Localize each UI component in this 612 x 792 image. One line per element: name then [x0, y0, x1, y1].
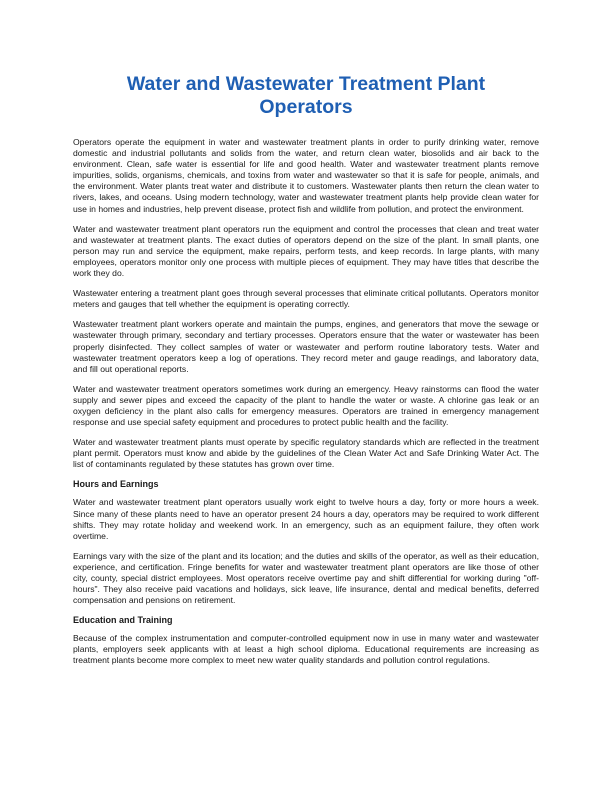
paragraph-regulations: Water and wastewater treatment plants must operate by specific regulatory standards which are reflected in the treatment plant permit. Operators must know and abide by the guidelines of the Clean Water Act and Safe Drinking Water Act. The list of contaminants regulated by these statutes has grown over time. [73, 437, 539, 470]
paragraph-intro: Operators operate the equipment in water and wastewater treatment plants in order to purify drinking water, remove domestic and industrial pollutants and solids from the water, and return clean water, biosolids and air back to the environment. Clean, safe water is essential for life and good health. Water and wastewater treatment plants remove impurities, solids, organisms, chemicals, and toxins from water and wastewater so that it is safe for people, animals, and the environment. Water plants treat water and distribute it to customers. Wastewater plants then return the clean water to rivers, lakes, and oceans. Using modern technology, water and wastewater treatment plants help provide clean water for use in homes and industries, help prevent disease, protect fish and wildlife from pollution, and protect the environment. [73, 137, 539, 214]
title-line-2: Operators [259, 96, 353, 118]
paragraph-processes: Wastewater entering a treatment plant goes through several processes that eliminate critical pollutants. Operators monitor meters and gauges that tell whether the equipment is operating correctly. [73, 288, 539, 310]
heading-hours-and-earnings: Hours and Earnings [73, 479, 159, 490]
paragraph-education: Because of the complex instrumentation and computer-controlled equipment now in use in many water and wastewater plants, employers seek applicants with at least a high school diploma. Educational requirements are increasing as treatment plants become more complex to meet new water quality standards and pollution control regulations. [73, 633, 539, 666]
document-body [73, 137, 539, 667]
document-title [73, 73, 539, 119]
paragraph-earnings: Earnings vary with the size of the plant and its location; and the duties and skills of the operator, as well as their education, experience, and certification. Fringe benefits for water and wastewater treatment plant operators are like those of other city, county, special district employees. Most operators receive overtime pay and shift differential for working during "off-hours". They also receive paid vacations and holidays, sick leave, life insurance, dental and medical benefits, deferred compensation and pensions on retirement. [73, 550, 539, 606]
paragraph-hours: Water and wastewater treatment plant operators usually work eight to twelve hours a day, forty or more hours a week. Since many of these plants need to have an operator present 24 hours a day, operators may be required to work different shifts. They may rotate holiday and weekend work. In an emergency, such as an equipment failure, they often work overtime. [73, 497, 539, 541]
paragraph-maintenance: Wastewater treatment plant workers operate and maintain the pumps, engines, and generators that move the sewage or wastewater through primary, secondary and tertiary processes. Operators ensure that the water or wastewater has been properly disinfected. They collect samples of water or wastewater and perform routine laboratory tests. Water and wastewater treatment operators keep a log of operations. They record meter and gauge readings, and laboratory data, and fill out operational reports. [73, 319, 539, 374]
paragraph-duties: Water and wastewater treatment plant operators run the equipment and control the processes that clean and treat water and wastewater at treatment plants. The exact duties of operators depend on the size of the plant. In small plants, one person may run and service the equipment, make repairs, perform tests, and keep records. In large plants, with many employees, operators monitor only one process with multiple pieces of equipment. They may have titles that describe the work they do. [73, 223, 539, 279]
heading-education-and-training: Education and Training [73, 615, 173, 626]
paragraph-emergency: Water and wastewater treatment operators sometimes work during an emergency. Heavy rainstorms can flood the water supply and sewer pipes and exceed the capacity of the plant to handle the water or waste. A chlorine gas leak or an oxygen deficiency in the plant also calls for emergency measures. Operators are trained in emergency management response and use special safety equipment and procedures to protect public health and the facility. [73, 383, 539, 428]
title-line-1: Water and Wastewater Treatment Plant [126, 73, 486, 95]
